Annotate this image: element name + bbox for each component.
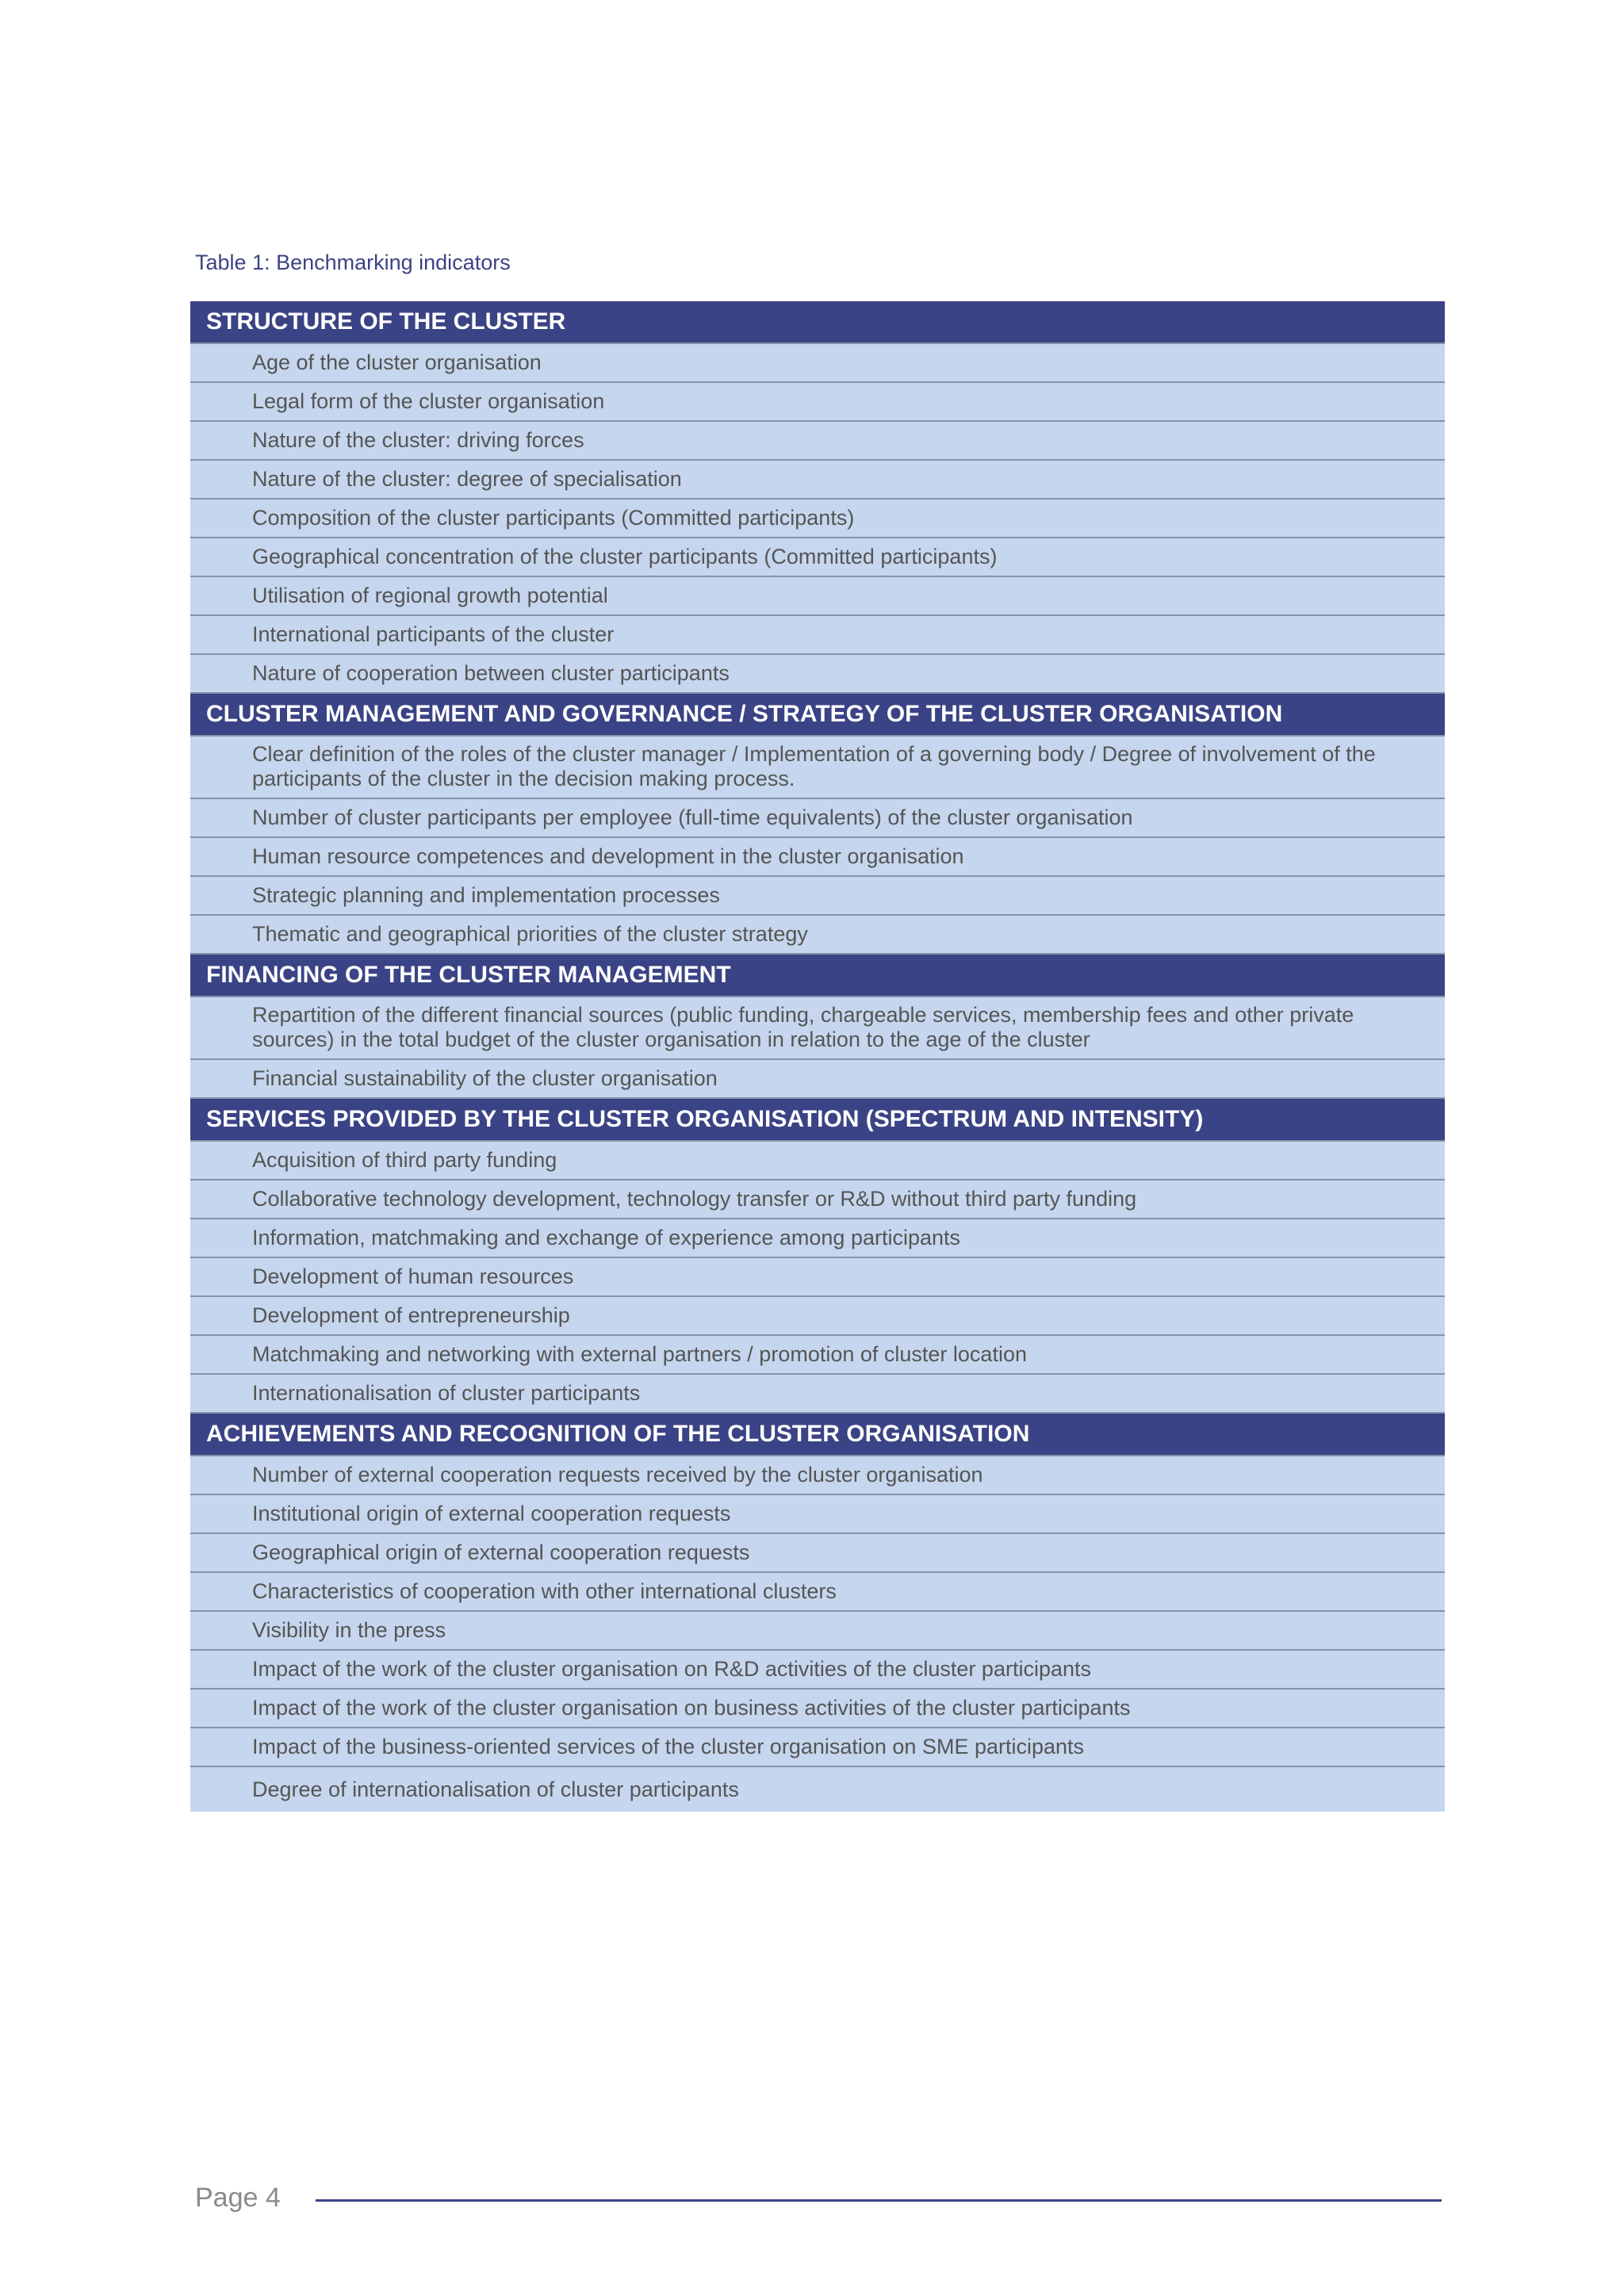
table-row: Thematic and geographical priorities of the cluster strategy — [190, 916, 1445, 955]
table-row: Geographical origin of external cooperation requests — [190, 1534, 1445, 1573]
table-row: Human resource competences and development in the cluster organisation — [190, 838, 1445, 877]
section-header-achievements: ACHIEVEMENTS AND RECOGNITION OF THE CLUSTER ORGANISATION — [190, 1414, 1445, 1456]
section-header-services: SERVICES PROVIDED BY THE CLUSTER ORGANISATION (SPECTRUM AND INTENSITY) — [190, 1099, 1445, 1142]
table-row: Development of entrepreneurship — [190, 1297, 1445, 1336]
benchmarking-indicators-table — [190, 301, 1445, 1812]
table-row: Clear definition of the roles of the cluster manager / Implementation of a governing body / Degree of involvement of the participants of the cluster in the decision making process. — [190, 737, 1445, 799]
section-header-financing: FINANCING OF THE CLUSTER MANAGEMENT — [190, 955, 1445, 997]
table-row: Degree of internationalisation of cluster participants — [190, 1767, 1445, 1812]
table-row: Impact of the work of the cluster organisation on business activities of the cluster participants — [190, 1689, 1445, 1728]
table-row: Collaborative technology development, technology transfer or R&D without third party funding — [190, 1181, 1445, 1219]
table-row: Matchmaking and networking with external partners / promotion of cluster location — [190, 1336, 1445, 1375]
table-row: Nature of the cluster: degree of specialisation — [190, 461, 1445, 499]
section-header-structure: STRUCTURE OF THE CLUSTER — [190, 301, 1445, 344]
table-row: Geographical concentration of the cluster participants (Committed participants) — [190, 538, 1445, 577]
table-row: Impact of the business-oriented services of the cluster organisation on SME participants — [190, 1728, 1445, 1767]
table-row: Information, matchmaking and exchange of experience among participants — [190, 1219, 1445, 1258]
table-row: Age of the cluster organisation — [190, 344, 1445, 383]
table-row: Number of external cooperation requests received by the cluster organisation — [190, 1456, 1445, 1495]
table-row: Strategic planning and implementation processes — [190, 877, 1445, 916]
table-row: Development of human resources — [190, 1258, 1445, 1297]
table-row: Characteristics of cooperation with other international clusters — [190, 1573, 1445, 1612]
table-row: Nature of cooperation between cluster participants — [190, 655, 1445, 694]
section-header-management: CLUSTER MANAGEMENT AND GOVERNANCE / STRATEGY OF THE CLUSTER ORGANISATION — [190, 694, 1445, 737]
table-row: Impact of the work of the cluster organisation on R&D activities of the cluster participants — [190, 1651, 1445, 1689]
footer-divider — [316, 2199, 1442, 2202]
table-row: Legal form of the cluster organisation — [190, 383, 1445, 422]
table-row: Nature of the cluster: driving forces — [190, 422, 1445, 461]
table-row: Financial sustainability of the cluster organisation — [190, 1060, 1445, 1099]
table-row: Utilisation of regional growth potential — [190, 577, 1445, 616]
page-number: Page 4 — [195, 2183, 281, 2213]
table-caption: Table 1: Benchmarking indicators — [195, 251, 511, 274]
table-row: Internationalisation of cluster participants — [190, 1375, 1445, 1414]
table-row: Institutional origin of external cooperation requests — [190, 1495, 1445, 1534]
table-row: International participants of the cluster — [190, 616, 1445, 655]
table-row: Number of cluster participants per employee (full-time equivalents) of the cluster organisation — [190, 799, 1445, 838]
table-row: Visibility in the press — [190, 1612, 1445, 1651]
table-row: Composition of the cluster participants (Committed participants) — [190, 499, 1445, 538]
table-row: Repartition of the different financial sources (public funding, chargeable services, membership fees and other private sources) in the total budget of the cluster organisation in relation to the age of the cluster — [190, 997, 1445, 1060]
table-row: Acquisition of third party funding — [190, 1142, 1445, 1181]
